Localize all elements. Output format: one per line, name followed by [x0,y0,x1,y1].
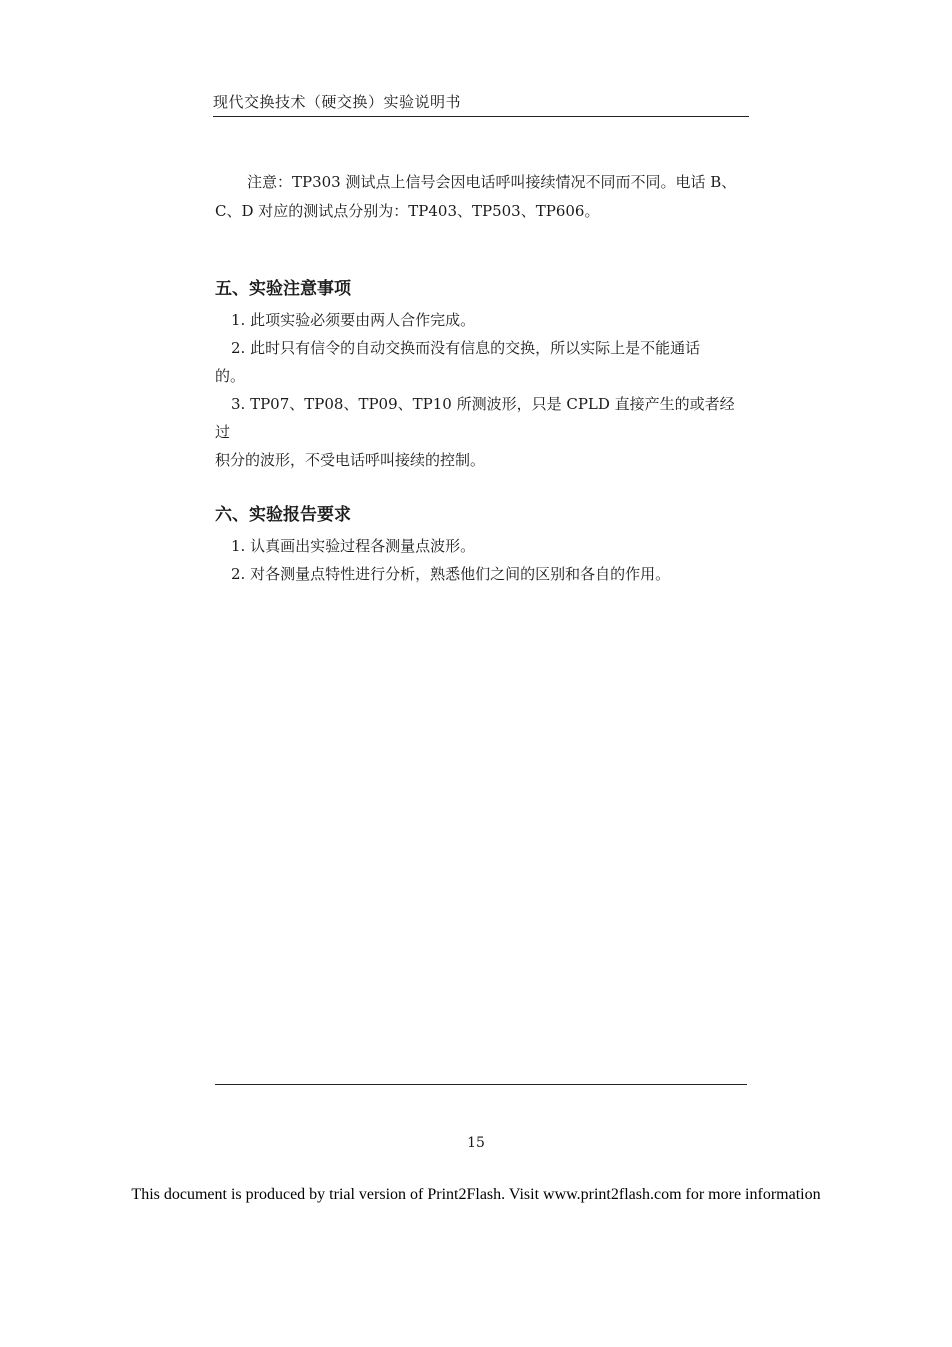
list-item [215,390,749,474]
section-title: 五、实验注意事项 [215,279,351,299]
test-point-note [215,168,749,226]
item-line: 积分的波形，不受电话呼叫接续的控制。 [215,451,486,469]
list-item [215,560,749,588]
item-line: 的。 [215,367,246,385]
trial-notice: This document is produced by trial version of Print2Flash. Visit www.print2flash.com for more information [131,1186,821,1203]
document-title: 现代交换技术（硬交换）实验说明书 [213,93,462,111]
item-line: 2. 对各测量点特性进行分析，熟悉他们之间的区别和各自的作用。 [231,565,671,583]
list-item [215,306,749,334]
page-number: 15 [467,1135,485,1151]
list-item [215,334,749,390]
item-line: 1. 认真画出实验过程各测量点波形。 [231,537,476,555]
note-line-1: 注意：TP303 测试点上信号会因电话呼叫接续情况不同而不同。电话 B、 [247,173,737,191]
list-item [215,532,749,560]
note-line-2: C、D 对应的测试点分别为：TP403、TP503、TP606。 [215,202,600,220]
item-line: 3. TP07、TP08、TP09、TP10 所测波形，只是 CPLD 直接产生的或者经过 [215,395,735,441]
item-line: 1. 此项实验必须要由两人合作完成。 [231,311,476,329]
item-line: 2. 此时只有信令的自动交换而没有信息的交换，所以实际上是不能通话 [231,339,701,357]
page-header [213,92,749,117]
footer-divider [215,1084,747,1085]
section-report-requirements [215,502,749,588]
section-title: 六、实验报告要求 [215,505,351,525]
section-precautions [215,276,749,474]
